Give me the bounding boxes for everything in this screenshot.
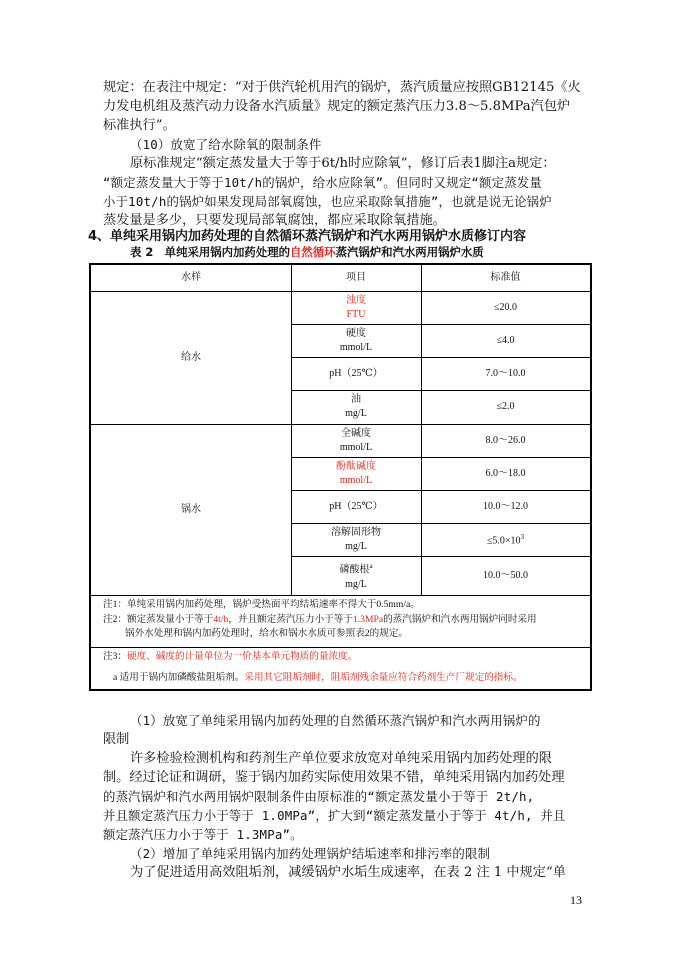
item-name: 磷酸根 (339, 564, 370, 576)
table-caption (130, 244, 484, 260)
table-footnote-a (113, 671, 523, 684)
table-row-value: 6.0～18.0 (485, 467, 526, 479)
water-quality-table (89, 263, 592, 691)
caption-prefix: 表 2 单纯采用锅内加药处理的 (130, 245, 290, 259)
note-highlight: 1.3MPa (352, 614, 384, 625)
item-unit: mmol/L (339, 341, 373, 353)
value-superscript: 3 (520, 533, 525, 542)
item-name: pH（25℃） (329, 367, 383, 379)
item-unit: mg/L (345, 408, 367, 419)
note-highlight: 采用其它阻垢剂时，阻垢剂残余量应符合药剂生产厂规定的指标。 (244, 672, 523, 683)
note-text: a 适用于锅内加磷酸盐阻垢剂。 (113, 672, 245, 683)
section-1-title-cont: 限制 (103, 732, 130, 747)
caption-suffix: 蒸汽锅炉和汽水两用锅炉水质 (335, 245, 484, 259)
item-unit: mg/L (345, 578, 367, 590)
note-text: 的蒸汽锅炉和汽水两用锅炉同时采用 (383, 614, 537, 625)
paragraph-line: 蒸发量是多少，只要发现局部氧腐蚀，都应采取除氧措施。 (103, 213, 446, 228)
table-row-item (291, 324, 421, 357)
item-superscript: a (369, 562, 373, 571)
table-row-value (421, 523, 590, 556)
value-text: ≤5.0×10 (486, 535, 521, 547)
paragraph-line: 为了促进适用高效阻垢剂，减缓锅炉水垢生成速率，在表 2 注 1 中规定“单 (130, 865, 566, 880)
item-name: 油 (351, 394, 361, 405)
item-name: pH（25℃） (329, 500, 383, 512)
table-row-item (291, 291, 421, 324)
item-name: 全碱度 (341, 427, 371, 439)
table-row-value: ≤20.0 (494, 301, 517, 313)
page-number: 13 (570, 893, 582, 907)
item-unit: mg/L (345, 540, 367, 552)
note-text: 注2：额定蒸发量小于等于 (103, 614, 214, 625)
item-name: 浊度 (346, 294, 366, 306)
paragraph-line: 小于10t/h的锅炉如果发现局部氧腐蚀，也应采取除氧措施”，也就是说无论锅炉 (103, 194, 552, 209)
table-note-3 (103, 650, 357, 663)
table-row-value: 7.0～10.0 (485, 367, 526, 379)
item-unit: mmol/L (339, 441, 373, 453)
section-1-title: （1）放宽了单纯采用锅内加药处理的自然循环蒸汽锅炉和汽水两用锅炉的 (130, 713, 541, 728)
item-name: 酚酞碱度 (336, 460, 376, 472)
group-label-boiler-water: 锅水 (181, 503, 201, 515)
table-row-item (291, 357, 421, 390)
section-4-heading: 4、单纯采用锅内加药处理的自然循环蒸汽锅炉和汽水两用锅炉水质修订内容 (88, 229, 527, 244)
table-row-item (291, 556, 421, 595)
caption-highlight: 自然循环 (289, 245, 336, 259)
item-name: 硬度 (346, 327, 366, 339)
paragraph-line: 力发电机组及蒸汽动力设备水汽质量》规定的额定蒸汽压力3.8～5.8MPa汽包炉 (103, 99, 571, 114)
table-note-2 (103, 613, 537, 626)
item-unit: mmol/L (339, 474, 373, 486)
header-item: 项目 (346, 272, 366, 283)
section-2-title: （2）增加了单纯采用锅内加药处理锅炉结垢速率和排污率的限制 (130, 846, 491, 861)
paragraph-line: “额定蒸发量大于等于10t/h的锅炉，给水应除氧”。但同时又规定“额定蒸发量 (103, 175, 542, 190)
table-row-item (291, 490, 421, 523)
note-highlight: 4t/h (213, 614, 229, 625)
table-row-value: ≤4.0 (496, 334, 515, 346)
paragraph-line: 标准执行”。 (103, 118, 176, 133)
item-name: 溶解固形物 (331, 526, 381, 538)
note-text: 注3： (103, 651, 127, 662)
table-row-item (291, 457, 421, 490)
item-unit: FTU (346, 308, 366, 320)
table-row-value: 10.0～12.0 (483, 500, 528, 512)
table-row-item (291, 390, 421, 424)
table-row-value: ≤2.0 (496, 401, 515, 412)
paragraph-line: 规定：在表注中规定：“对于供汽轮机用汽的锅炉，蒸汽质量应按照GB12145《火 (103, 80, 581, 95)
paragraph-line: 的蒸汽锅炉和汽水两用锅炉限制条件由原标准的“额定蒸发量小于等于 2t/h, (103, 789, 535, 804)
header-sample: 水样 (181, 272, 201, 283)
table-row-item (291, 523, 421, 556)
paragraph-line: 额定蒸汽压力小于等于 1.3MPa”。 (103, 827, 303, 842)
paragraph-line: 原标准规定“额定蒸发量大于等于6t/h时应除氧”，修订后表1脚注a规定： (130, 156, 556, 171)
header-standard: 标准值 (490, 272, 521, 283)
group-label-feedwater: 给水 (181, 351, 201, 363)
table-row-value: 8.0～26.0 (485, 434, 526, 446)
table-row-item (291, 424, 421, 457)
note-text: ，并且额定蒸汽压力小于等于 (228, 614, 353, 625)
table-row-value: 10.0～50.0 (483, 569, 528, 581)
note-highlight: 硬度、碱度的计量单位为一价基本单元物质的量浓度。 (126, 651, 358, 662)
section-10-title: （10）放宽了给水除氧的限制条件 (130, 137, 322, 152)
paragraph-line: 许多检验检测机构和药剂生产单位要求放宽对单纯采用锅内加药处理的限 (130, 751, 552, 766)
table-note-2-cont: 锅外水处理和锅内加药处理时，给水和锅水水质可参照表2的规定。 (125, 628, 409, 639)
paragraph-line: 并且额定蒸汽压力小于等于 1.0MPa”，扩大到“额定蒸发量小于等于 4t/h, 并且 (103, 808, 566, 823)
table-note-1: 注1：单纯采用锅内加药处理，锅炉受热面平均结垢速率不得大于0.5mm/a。 (103, 599, 420, 610)
paragraph-line: 制。经过论证和调研，鉴于锅内加药实际使用效果不错，单纯采用锅内加药处理 (103, 770, 565, 785)
